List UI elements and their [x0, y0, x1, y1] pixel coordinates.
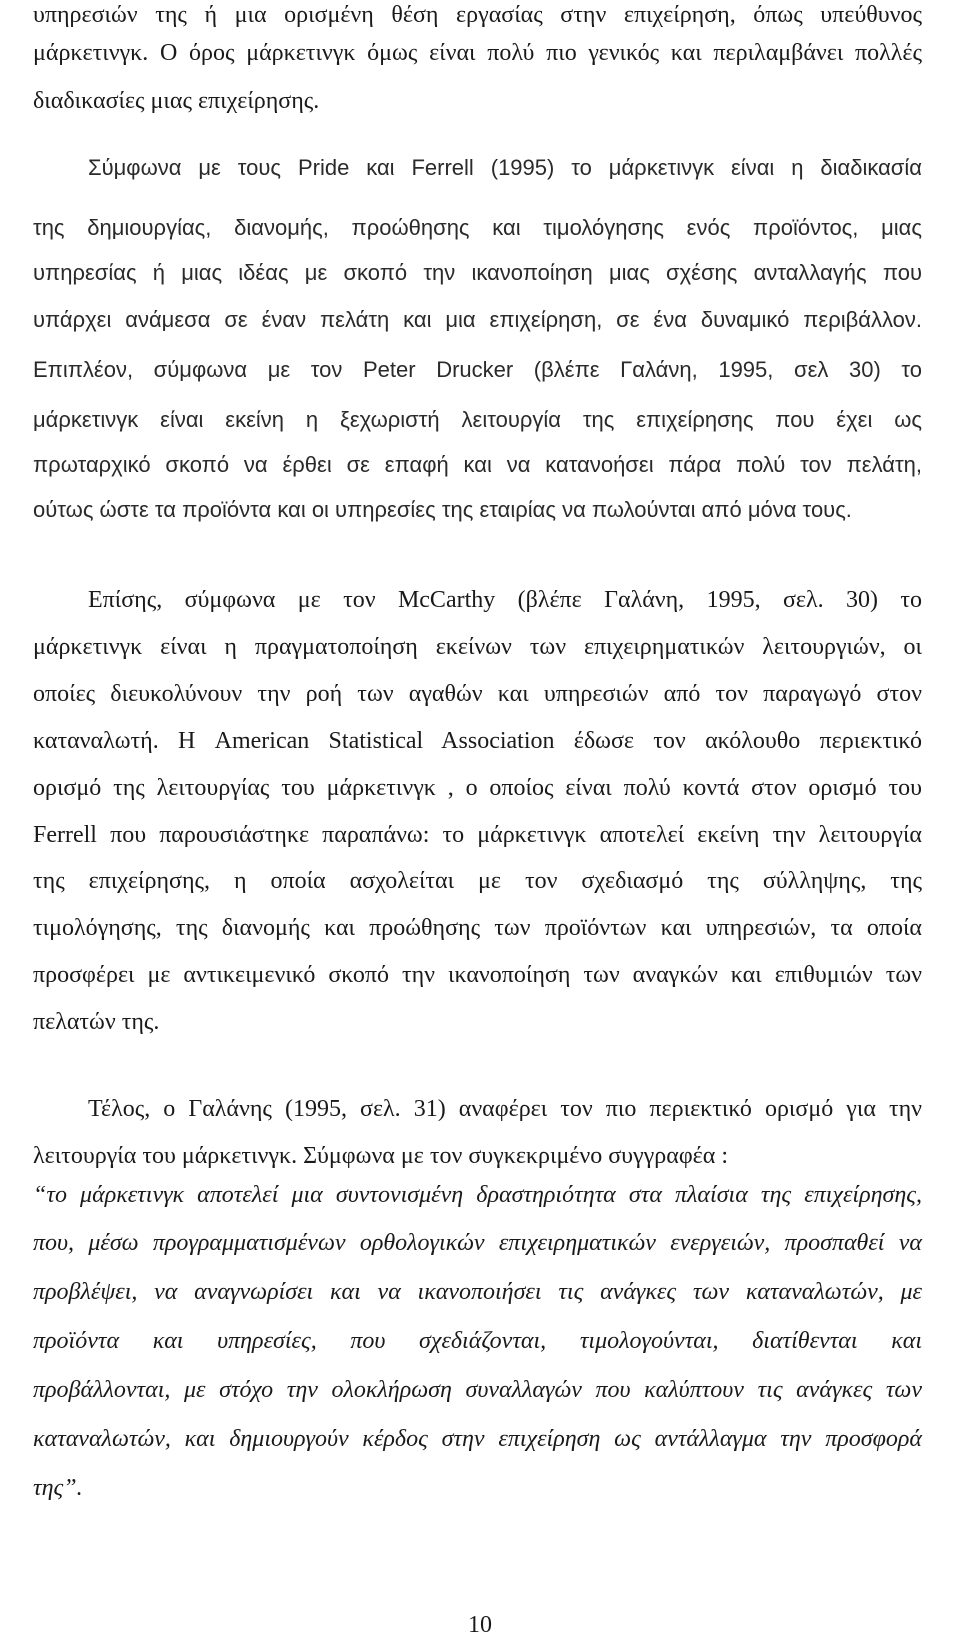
text-line: καταναλωτή. Η American Statistical Association έδωσε τον ακόλουθο περιεκτικό: [33, 728, 922, 754]
text-line: ούτως ώστε τα προϊόντα και οι υπηρεσίες της εταιρίας να πωλούνται από μόνα τους.: [33, 497, 852, 522]
quote-line: προβλέψει, να αναγνωρίσει και να ικανοποιήσει τις ανάγκες των καταναλωτών, με: [33, 1279, 922, 1305]
text-line: λειτουργία του μάρκετινγκ. Σύμφωνα με τον συγκεκριμένο συγγραφέα :: [33, 1143, 728, 1169]
text-line: πρωταρχικό σκοπό να έρθει σε επαφή και να κατανοήσει πάρα πολύ τον πελάτη,: [33, 452, 922, 477]
text-line: μάρκετινγκ είναι εκείνη η ξεχωριστή λειτουργία της επιχείρησης που έχει ως: [33, 407, 922, 432]
text-line: υπηρεσιών της ή μια ορισμένη θέση εργασίας στην επιχείρηση, όπως υπεύθυνος: [33, 2, 922, 28]
text-line: μάρκετινγκ είναι η πραγματοποίηση εκείνων των επιχειρηματικών λειτουργιών, οι: [33, 634, 922, 660]
text-line: της επιχείρησης, η οποία ασχολείται με τον σχεδιασμό της σύλληψης, της: [33, 868, 922, 894]
text-line: υπάρχει ανάμεσα σε έναν πελάτη και μια επιχείρηση, σε ένα δυναμικό περιβάλλον.: [33, 307, 922, 332]
text-line: Σύμφωνα με τους Pride και Ferrell (1995) το μάρκετινγκ είναι η διαδικασία: [88, 155, 922, 180]
text-line: ορισμό της λειτουργίας του μάρκετινγκ , ο οποίος είναι πολύ κοντά στον ορισμό του: [33, 775, 922, 801]
text-line: διαδικασίες μιας επιχείρησης.: [33, 88, 320, 114]
text-line: υπηρεσίας ή μιας ιδέας με σκοπό την ικανοποίηση μιας σχέσης ανταλλαγής που: [33, 260, 922, 285]
quote-line: καταναλωτών, και δημιουργούν κέρδος στην επιχείρηση ως αντάλλαγμα την προσφορά: [33, 1426, 922, 1452]
text-line: τιμολόγησης, της διανομής και προώθησης των προϊόντων και υπηρεσιών, τα οποία: [33, 915, 922, 941]
quote-line: που, μέσω προγραμματισμένων ορθολογικών επιχειρηματικών ενεργειών, προσπαθεί να: [33, 1230, 922, 1256]
text-line: Τέλος, ο Γαλάνης (1995, σελ. 31) αναφέρει τον πιο περιεκτικό ορισμό για την: [88, 1096, 922, 1122]
quote-line: της”.: [33, 1475, 83, 1501]
text-line: μάρκετινγκ. Ο όρος μάρκετινγκ όμως είναι πολύ πιο γενικός και περιλαμβάνει πολλές: [33, 40, 922, 66]
text-line: οποίες διευκολύνουν την ροή των αγαθών και υπηρεσιών από τον παραγωγό στον: [33, 681, 922, 707]
text-line: πελατών της.: [33, 1009, 160, 1035]
quote-line: προϊόντα και υπηρεσίες, που σχεδιάζονται, τιμολογούνται, διατίθενται και: [33, 1328, 922, 1354]
text-line: της δημιουργίας, διανομής, προώθησης και τιμολόγησης ενός προϊόντος, μιας: [33, 215, 922, 240]
quote-line: προβάλλονται, με στόχο την ολοκλήρωση συναλλαγών που καλύπτουν τις ανάγκες των: [33, 1377, 922, 1403]
text-line: Επίσης, σύμφωνα με τον McCarthy (βλέπε Γαλάνη, 1995, σελ. 30) το: [88, 587, 922, 613]
quote-line: “το μάρκετινγκ αποτελεί μια συντονισμένη δραστηριότητα στα πλαίσια της επιχείρησης,: [33, 1182, 922, 1208]
text-line: Ferrell που παρουσιάστηκε παραπάνω: το μάρκετινγκ αποτελεί εκείνη την λειτουργία: [33, 822, 922, 848]
page-number: 10: [468, 1612, 492, 1638]
text-line: προσφέρει με αντικειμενικό σκοπό την ικανοποίηση των αναγκών και επιθυμιών των: [33, 962, 922, 988]
text-line: Επιπλέον, σύμφωνα με τον Peter Drucker (βλέπε Γαλάνη, 1995, σελ 30) το: [33, 357, 922, 382]
